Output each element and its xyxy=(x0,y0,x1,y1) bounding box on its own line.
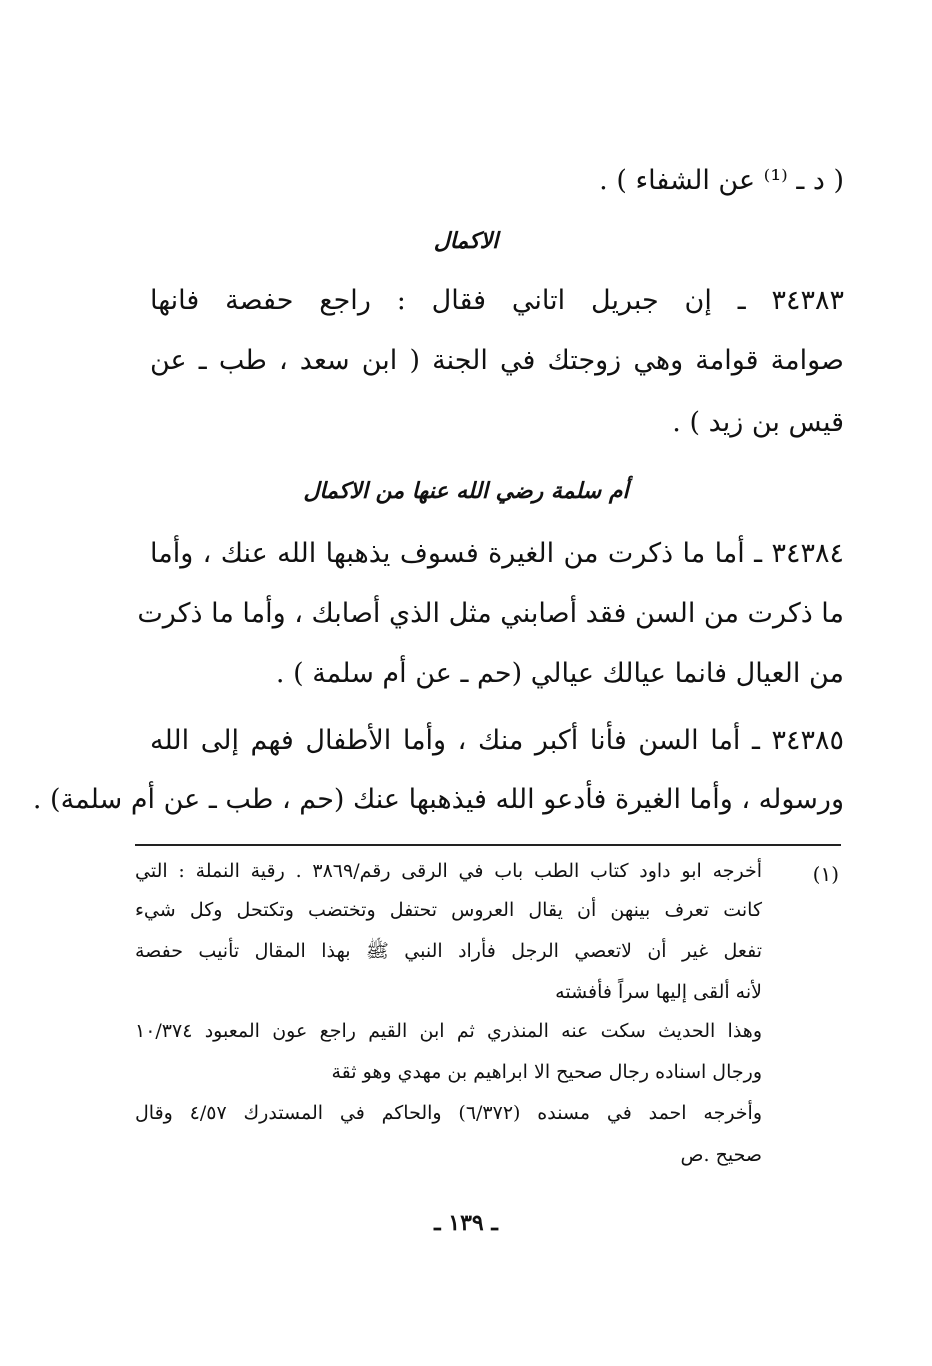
footnote-line-7: وأخرجه احمد في مسنده (٦/٣٧٢) والحاكم في المستدرك ٤/٥٧ وقال xyxy=(135,1102,762,1124)
footnote-line-8: صحيح .ص xyxy=(680,1144,762,1166)
opening-citation-line: ( د ـ ⁽¹⁾ عن الشفاء ) . xyxy=(599,165,844,196)
footnote-line-5: وهذا الحديث سكت عنه المنذري ثم ابن القيم راجع عون المعبود ١٠/٣٧٤ xyxy=(135,1020,762,1042)
footnote-line-3: تفعل غير أن لاتعصي الرجل فأراد النبي ﷺ بهذا المقال تأنيب حفصة xyxy=(135,940,762,962)
hadith-34383-line-1: ٣٤٣٨٣ ـ إن جبريل اتاني فقال : راجع حفصة فانها xyxy=(150,285,844,316)
footnote-line-4: لأنه ألقى إليها سراً فأفشته xyxy=(555,981,762,1003)
footnote-divider xyxy=(135,844,841,846)
hadith-34385-line-2: ورسوله ، وأما الغيرة فأدعو الله فيذهبها عنك (حم ، طب ـ عن أم سلمة) . xyxy=(32,784,844,815)
hadith-34383-line-3: قيس بن زيد ) . xyxy=(672,407,844,438)
footnote-line-6: ورجال اسناده رجال صحيح الا ابراهيم بن مهدي وهو ثقة xyxy=(331,1061,762,1083)
footnote-line-2: كانت تعرف بينهن أن يقال العروس تحتفل وتختضب وتكتحل وكل شيء xyxy=(135,899,762,921)
footnote-line-1: أخرجه ابو داود كتاب الطب باب في الرقى رقم/٣٨٦٩ . رقية النملة : التي xyxy=(135,860,763,882)
hadith-34384-line-2: ما ذكرت من السن فقد أصابني مثل الذي أصابك ، وأما ما ذكرت xyxy=(137,598,844,629)
hadith-34384-line-1: ٣٤٣٨٤ ـ أما ما ذكرت من الغيرة فسوف يذهبها الله عنك ، وأما xyxy=(150,538,844,569)
page-number: ـ ١٣٩ ـ xyxy=(434,1210,498,1236)
section-heading-ikmal: الاكمال xyxy=(433,228,499,254)
hadith-34384-line-3: من العيال فانما عيالك عيالي (حم ـ عن أم سلمة ) . xyxy=(275,658,844,689)
hadith-34383-line-2: صوامة قوامة وهي زوجتك في الجنة ( ابن سعد ، طب ـ عن xyxy=(150,345,844,376)
footnote-marker: (١) xyxy=(812,862,839,886)
hadith-34385-line-1: ٣٤٣٨٥ ـ أما السن فأنا أكبر منك ، وأما الأطفال فهم إلى الله xyxy=(150,725,844,756)
section-heading-umm-salama: أم سلمة رضي الله عنها من الاكمال xyxy=(303,478,629,504)
